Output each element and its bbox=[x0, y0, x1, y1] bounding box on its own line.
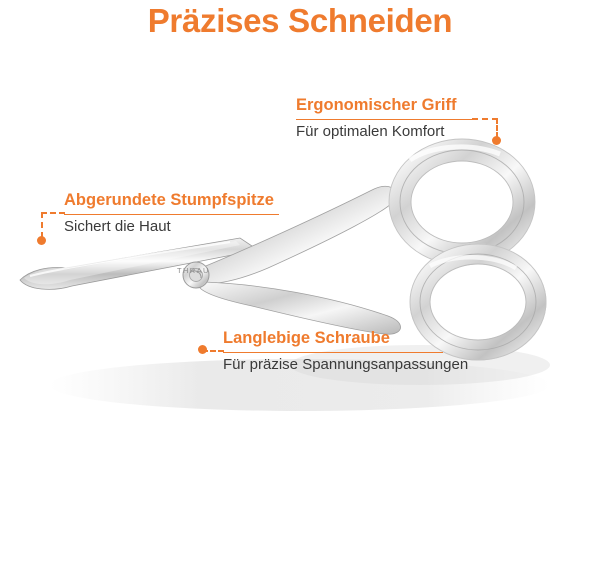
page-title: Präzises Schneiden bbox=[147, 2, 453, 39]
leader-line-grip-vertical bbox=[496, 118, 498, 138]
scissors-svg bbox=[0, 120, 600, 520]
leader-line-grip-horizontal bbox=[472, 118, 498, 120]
callout-rounded-blunt-tip bbox=[64, 190, 279, 236]
callout-subtext: Für präzise Spannungsanpassungen bbox=[223, 355, 469, 373]
callout-heading: Ergonomischer Griff bbox=[296, 96, 457, 114]
scissors-illustration bbox=[0, 120, 600, 520]
callout-dot-grip bbox=[492, 136, 501, 145]
callout-dot-screw bbox=[198, 345, 207, 354]
callout-durable-screw bbox=[223, 328, 468, 374]
brand-watermark: THRAU bbox=[177, 266, 210, 275]
callout-heading: Langlebige Schraube bbox=[223, 329, 390, 347]
callout-subtext: Für optimalen Komfort bbox=[296, 122, 445, 140]
callout-ergonomic-grip bbox=[296, 95, 472, 141]
callout-subtext: Sichert die Haut bbox=[64, 217, 171, 235]
callout-divider bbox=[296, 119, 472, 120]
callout-heading: Abgerundete Stumpfspitze bbox=[64, 191, 274, 209]
callout-dot-tip bbox=[37, 236, 46, 245]
callout-divider bbox=[64, 214, 279, 215]
callout-divider bbox=[223, 352, 443, 353]
leader-line-tip-vertical bbox=[41, 212, 43, 238]
leader-line-tip-horizontal bbox=[41, 212, 65, 214]
